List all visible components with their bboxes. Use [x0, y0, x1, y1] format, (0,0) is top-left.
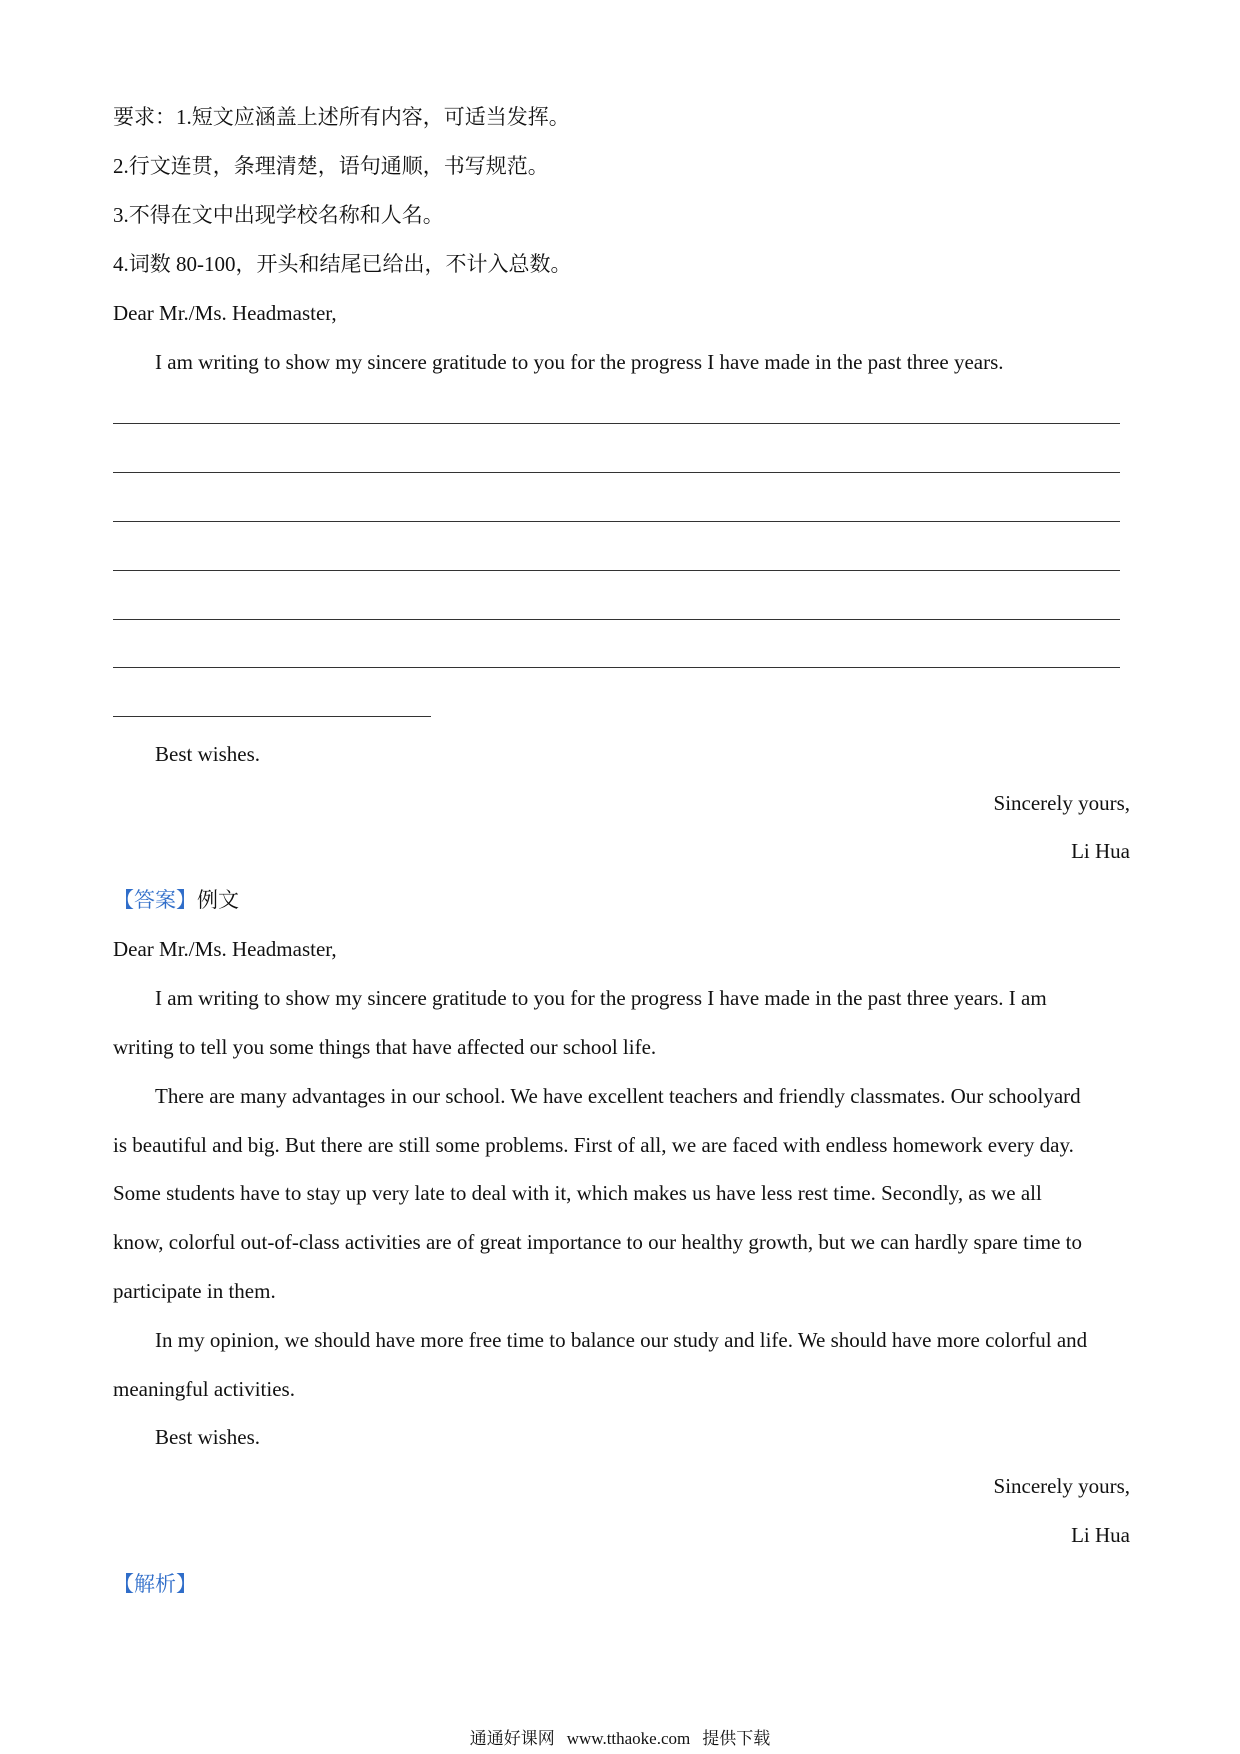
answer-label: 例文 [197, 888, 239, 912]
requirement-1: 要求：1.短文应涵盖上述所有内容，可适当发挥。 [113, 105, 570, 129]
analysis-heading [113, 1569, 197, 1599]
answer-signoff: Sincerely yours, [993, 1474, 1130, 1498]
requirement-4: 4.词数 80-100，开头和结尾已给出，不计入总数。 [113, 252, 572, 276]
answer-line: In my opinion, we should have more free time to balance our study and life. We should have more colorful and [155, 1328, 1088, 1352]
requirement-3: 3.不得在文中出现学校名称和人名。 [113, 203, 444, 227]
answer-name: Li Hua [1071, 1523, 1130, 1547]
answer-line: I am writing to show my sincere gratitude to you for the progress I have made in the past three years. I am [155, 986, 1047, 1010]
prompt-opening: I am writing to show my sincere gratitude to you for the progress I have made in the past three years. [155, 350, 1004, 374]
answer-blank-line [113, 667, 1120, 668]
prompt-name: Li Hua [1071, 839, 1130, 863]
footer-site-name: 通通好课网 [469, 1729, 555, 1748]
answer-line: Some students have to stay up very late to deal with it, which makes us have less rest time. Secondly, as we all [113, 1181, 1042, 1205]
answer-line: participate in them. [113, 1279, 276, 1303]
answer-blank-line [113, 619, 1120, 620]
answer-closing: Best wishes. [155, 1425, 260, 1449]
answer-tag: 【答案】 [113, 888, 197, 912]
answer-blank-line [113, 716, 431, 717]
prompt-greeting: Dear Mr./Ms. Headmaster, [113, 301, 337, 325]
answer-line: writing to tell you some things that have affected our school life. [113, 1035, 657, 1059]
page-footer [0, 1728, 1240, 1750]
analysis-tag: 【解析】 [113, 1572, 197, 1596]
answer-line: is beautiful and big. But there are still some problems. First of all, we are faced with endless homework every day. [113, 1133, 1074, 1157]
footer-url[interactable]: www.tthaoke.com [566, 1729, 691, 1748]
requirement-2: 2.行文连贯，条理清楚，语句通顺，书写规范。 [113, 154, 549, 178]
answer-line: meaningful activities. [113, 1377, 295, 1401]
answer-blank-line [113, 521, 1120, 522]
answer-line: know, colorful out-of-class activities are of great importance to our healthy growth, but we can hardly spare time to [113, 1230, 1082, 1254]
answer-blank-line [113, 472, 1120, 473]
answer-line: There are many advantages in our school. We have excellent teachers and friendly classmates. Our schoolyard [155, 1084, 1081, 1108]
answer-blank-line [113, 423, 1120, 424]
answer-blank-line [113, 570, 1120, 571]
prompt-closing: Best wishes. [155, 742, 260, 766]
answer-greeting: Dear Mr./Ms. Headmaster, [113, 937, 337, 961]
footer-note: 提供下载 [702, 1729, 771, 1748]
answer-heading [113, 885, 239, 915]
prompt-signoff: Sincerely yours, [993, 791, 1130, 815]
